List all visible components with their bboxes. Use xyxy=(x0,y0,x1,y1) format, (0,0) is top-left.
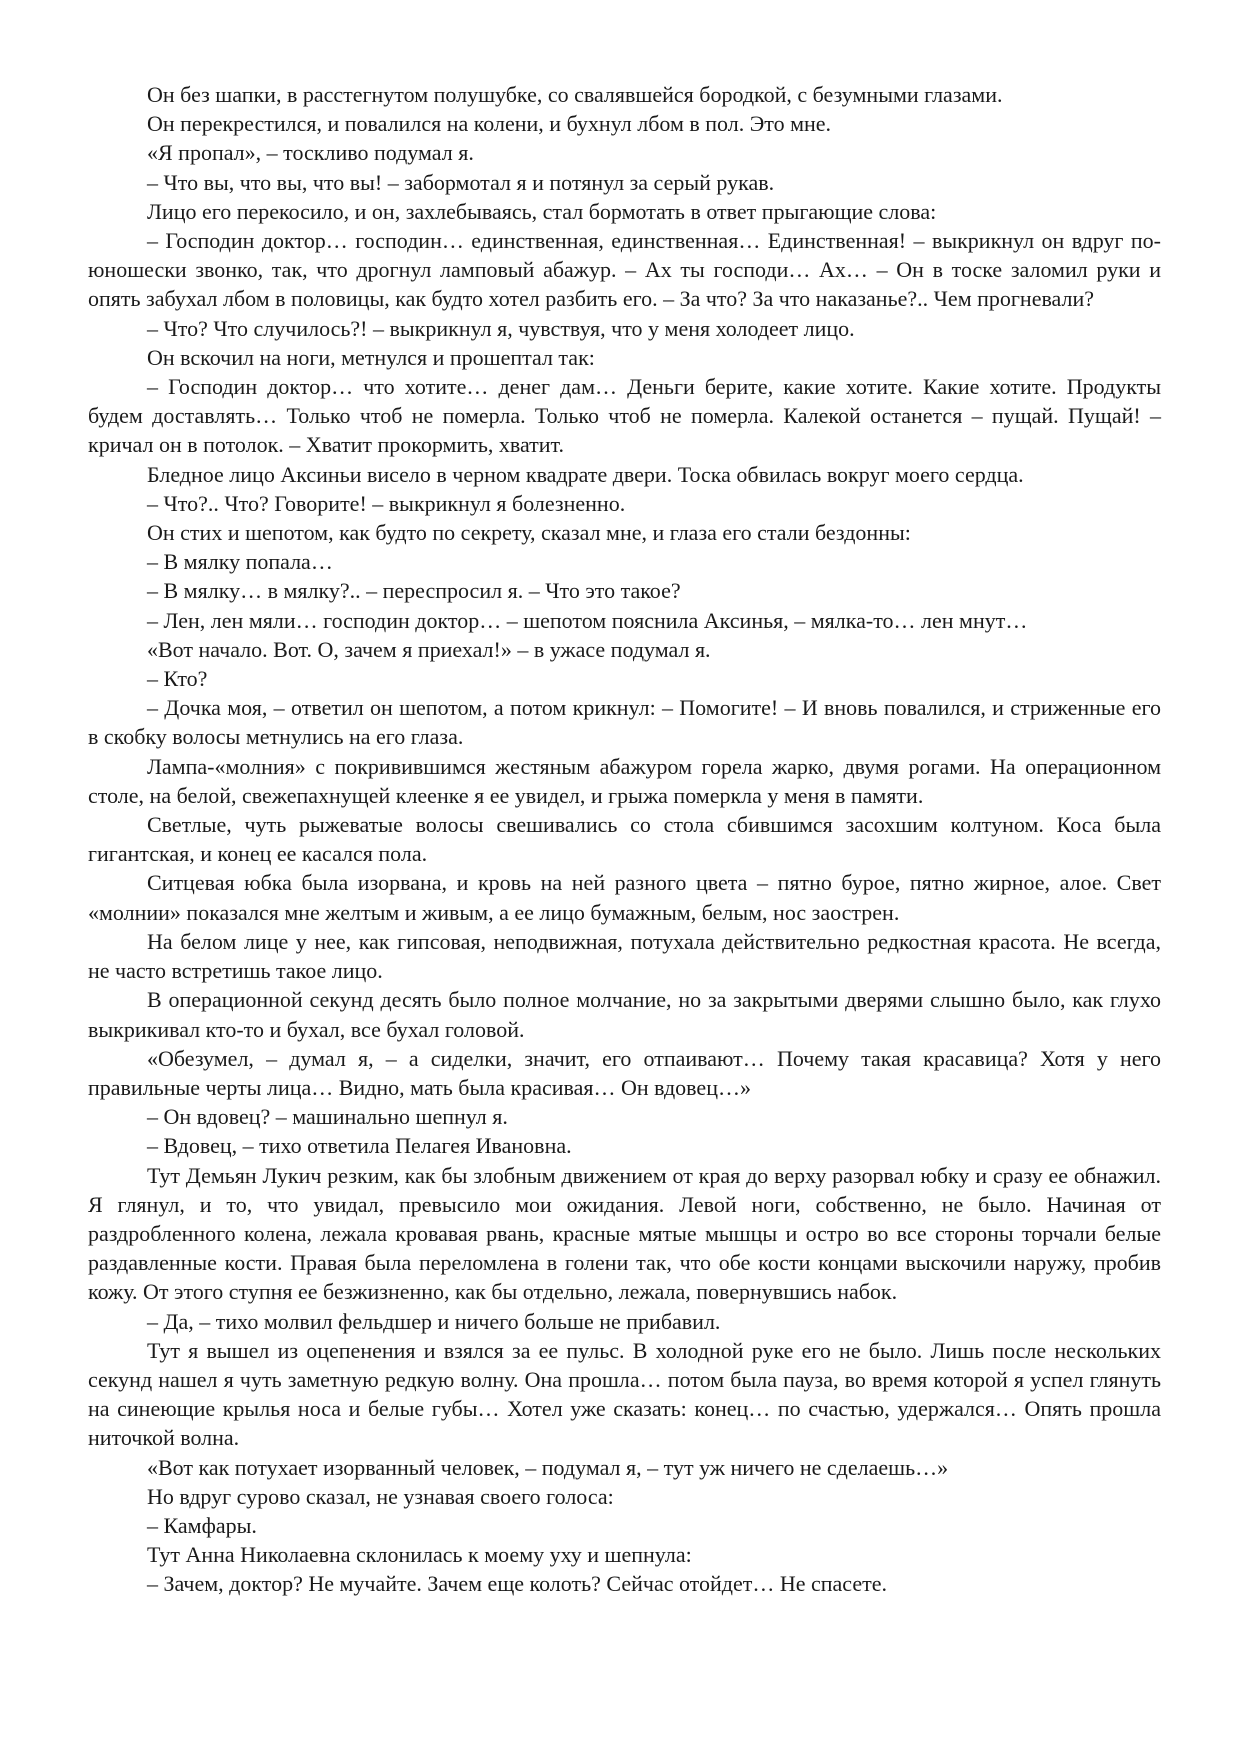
paragraph: Он вскочил на ноги, метнулся и прошептал так: xyxy=(147,344,595,370)
paragraph: – В мялку попала… xyxy=(147,549,333,575)
paragraph: – Да, – тихо молвил фельдшер и ничего больше не прибавил. xyxy=(147,1308,721,1334)
paragraph: – Лен, лен мяли… господин доктор… – шепотом пояснила Аксинья, – мялка-то… лен мнут… xyxy=(147,607,1028,633)
paragraph: – Что?.. Что? Говорите! – выкрикнул я болезненно. xyxy=(147,490,626,516)
paragraph: – Господин доктор… господин… единственная, единственная… Единственная! – выкрикнул он вдруг по-юношески звонко, так, что дрогнул ламповый абажур. – Ах ты господи… Ах… – Он в тоске заломил руки и опять забухал лбом в половицы, как будто хотел разбить его. – За что? За что наказанье?.. Чем прогневали? xyxy=(88,228,1161,312)
paragraph: – В мялку… в мялку?.. – переспросил я. – Что это такое? xyxy=(147,578,681,604)
paragraph: – Зачем, доктор? Не мучайте. Зачем еще колоть? Сейчас отойдет… Не спасете. xyxy=(147,1571,887,1597)
document-page xyxy=(88,80,1161,1599)
paragraph: Тут Демьян Лукич резким, как бы злобным движением от края до верху разорвал юбку и сразу ее обнажил. Я глянул, и то, что увидал, превысило мои ожидания. Левой ноги, собственно, не было. Начиная от раздробленного колена, лежала кровавая рвань, красные мятые мышцы и остро во все стороны торчали белые раздавленные кости. Правая была переломлена в голени так, что обе кости концами выскочили наружу, пробив кожу. От этого ступня ее безжизненно, как бы отдельно, лежала, повернувшись набок. xyxy=(88,1162,1161,1305)
paragraph: – Что вы, что вы, что вы! – забормотал я и потянул за серый рукав. xyxy=(147,169,775,195)
paragraph: – Господин доктор… что хотите… денег дам… Деньги берите, какие хотите. Какие хотите. Продукты будем доставлять… Только чтоб не померла. Только чтоб не померла. Калекой останется – пущай. Пущай! – кричал он в потолок. – Хватит прокормить, хватит. xyxy=(88,374,1161,458)
paragraph: «Вот начало. Вот. О, зачем я приехал!» – в ужасе подумал я. xyxy=(147,636,711,662)
paragraph: «Обезумел, – думал я, – а сиделки, значит, его отпаивают… Почему такая красавица? Хотя у него правильные черты лица… Видно, мать была красивая… Он вдовец…» xyxy=(88,1045,1161,1100)
paragraph: Он без шапки, в расстегнутом полушубке, со свалявшейся бородкой, с безумными глазами. xyxy=(147,82,1003,107)
paragraph: Лицо его перекосило, и он, захлебываясь, стал бормотать в ответ прыгающие слова: xyxy=(147,198,937,224)
paragraph: Тут я вышел из оцепенения и взялся за ее пульс. В холодной руке его не было. Лишь после нескольких секунд нашел я чуть заметную редкую волну. Она прошла… потом была пауза, во время которой я успел глянуть на синеющие крылья носа и белые губы… Хотел уже сказать: конец… по счастью, удержался… Опять прошла ниточкой волна. xyxy=(88,1337,1161,1451)
paragraph: Бледное лицо Аксиньи висело в черном квадрате двери. Тоска обвилась вокруг моего сердца. xyxy=(147,461,1024,487)
paragraph: – Вдовец, – тихо ответила Пелагея Ивановна. xyxy=(147,1133,572,1159)
paragraph: «Вот как потухает изорванный человек, – подумал я, – тут уж ничего не сделаешь…» xyxy=(147,1454,949,1480)
paragraph: Он стих и шепотом, как будто по секрету, сказал мне, и глаза его стали бездонны: xyxy=(147,520,911,546)
paragraph: Тут Анна Николаевна склонилась к моему уху и шепнула: xyxy=(147,1542,692,1568)
paragraph: Ситцевая юбка была изорвана, и кровь на ней разного цвета – пятно бурое, пятно жирное, алое. Свет «молнии» показался мне желтым и живым, а ее лицо бумажным, белым, нос заострен. xyxy=(88,870,1161,925)
paragraph: Но вдруг сурово сказал, не узнавая своего голоса: xyxy=(147,1483,614,1509)
paragraph: Он перекрестился, и повалился на колени, и бухнул лбом в пол. Это мне. xyxy=(147,111,832,137)
paragraph: Светлые, чуть рыжеватые волосы свешивались со стола сбившимся засохшим колтуном. Коса была гигантская, и конец ее касался пола. xyxy=(88,812,1161,867)
paragraph: – Камфары. xyxy=(147,1512,257,1538)
paragraph: В операционной секунд десять было полное молчание, но за закрытыми дверями слышно было, как глухо выкрикивал кто-то и бухал, все бухал головой. xyxy=(88,987,1161,1042)
paragraph: «Я пропал», – тоскливо подумал я. xyxy=(147,140,474,166)
paragraph: Лампа-«молния» с покривившимся жестяным абажуром горела жарко, двумя рогами. На операционном столе, на белой, свежепахнущей клеенке я ее увидел, и грыжа померкла у меня в памяти. xyxy=(88,753,1161,808)
paragraph: – Кто? xyxy=(147,666,208,692)
paragraph: На белом лице у нее, как гипсовая, неподвижная, потухала действительно редкостная красота. Не всегда, не часто встретишь такое лицо. xyxy=(88,928,1161,984)
paragraph: – Дочка моя, – ответил он шепотом, а потом крикнул: – Помогите! – И вновь повалился, и стриженные его в скобку волосы метнулись на его глаза. xyxy=(88,695,1161,750)
paragraph: – Он вдовец? – машинально шепнул я. xyxy=(147,1104,508,1130)
paragraph: – Что? Что случилось?! – выкрикнул я, чувствуя, что у меня холодеет лицо. xyxy=(147,315,855,341)
